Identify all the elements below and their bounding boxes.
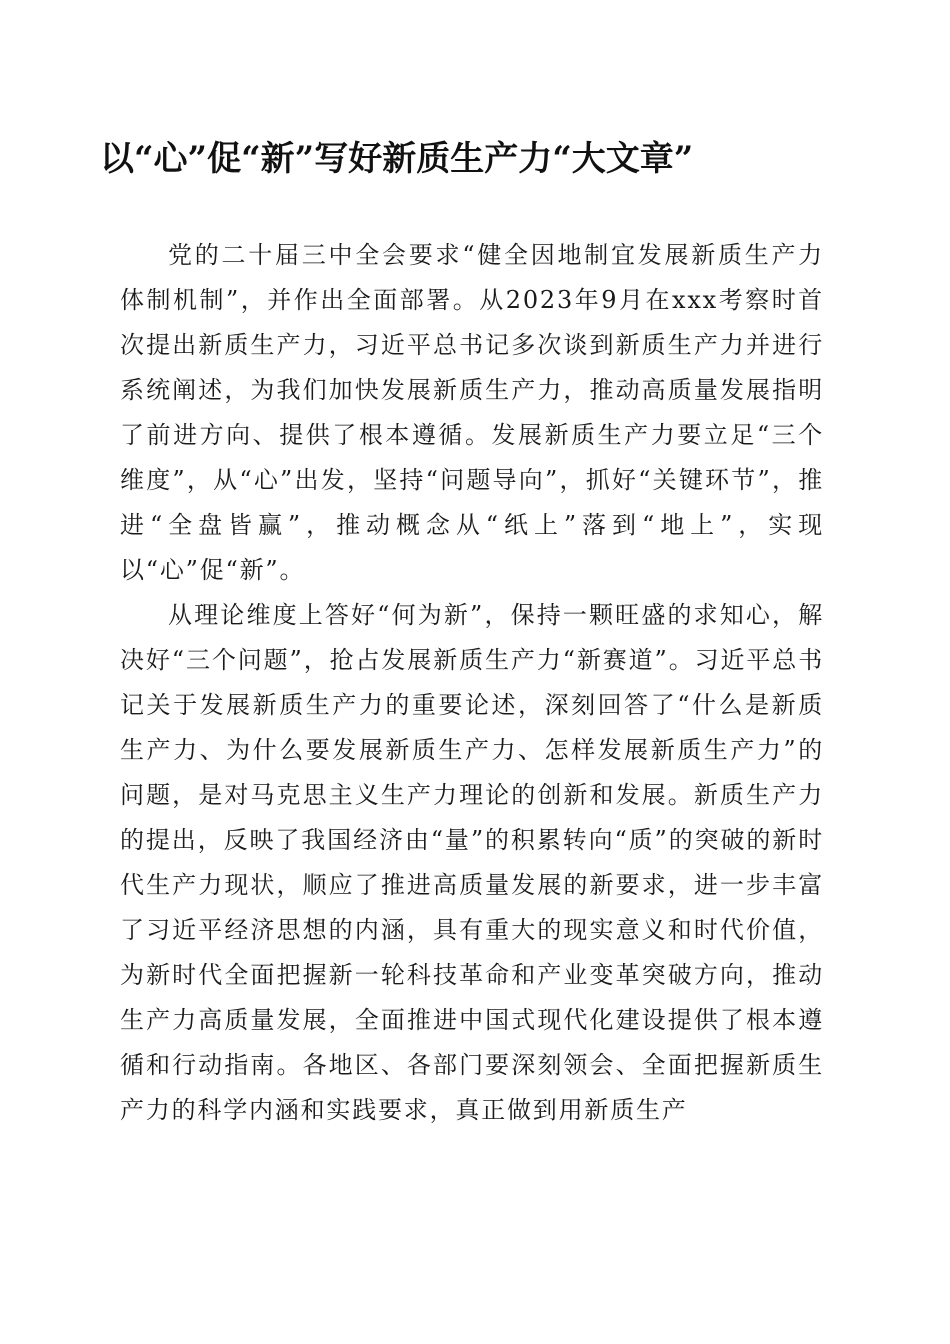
- paragraph-theory-dimension: 从理论维度上答好“何为新”，保持一颗旺盛的求知心，解决好“三个问题”，抢占发展新质生产力“新赛道”。习近平总书记关于发展新质生产力的重要论述，深刻回答了“什么是新质生产力、为什么要发展新质生产力、怎样发展新质生产力”的问题，是对马克思主义生产力理论的创新和发展。新质生产力的提出，反映了我国经济由“量”的积累转向“质”的突破的新时代生产力现状，顺应了推进高质量发展的新要求，进一步丰富了习近平经济思想的内涵，具有重大的现实意义和时代价值，为新时代全面把握新一轮科技革命和产业变革突破方向，推动生产力高质量发展，全面推进中国式现代化建设提供了根本遵循和行动指南。各地区、各部门要深刻领会、全面把握新质生产力的科学内涵和实践要求，真正做到用新质生产: [120, 601, 824, 1124]
- document-title: 以“心”促“新”写好新质生产力“大文章”: [100, 139, 694, 179]
- paragraph-intro: 党的二十届三中全会要求“健全因地制宜发展新质生产力体制机制”，并作出全面部署。从2023年9月在xxx考察时首次提出新质生产力，习近平总书记多次谈到新质生产力并进行系统阐述，为我们加快发展新质生产力，推动高质量发展指明了前进方向、提供了根本遵循。发展新质生产力要立足“三个维度”，从“心”出发，坚持“问题导向”，抓好“关键环节”，推进“全盘皆赢”，推动概念从“纸上”落到“地上”，实现以“心”促“新”。: [120, 241, 824, 584]
- document-body: [120, 233, 824, 1133]
